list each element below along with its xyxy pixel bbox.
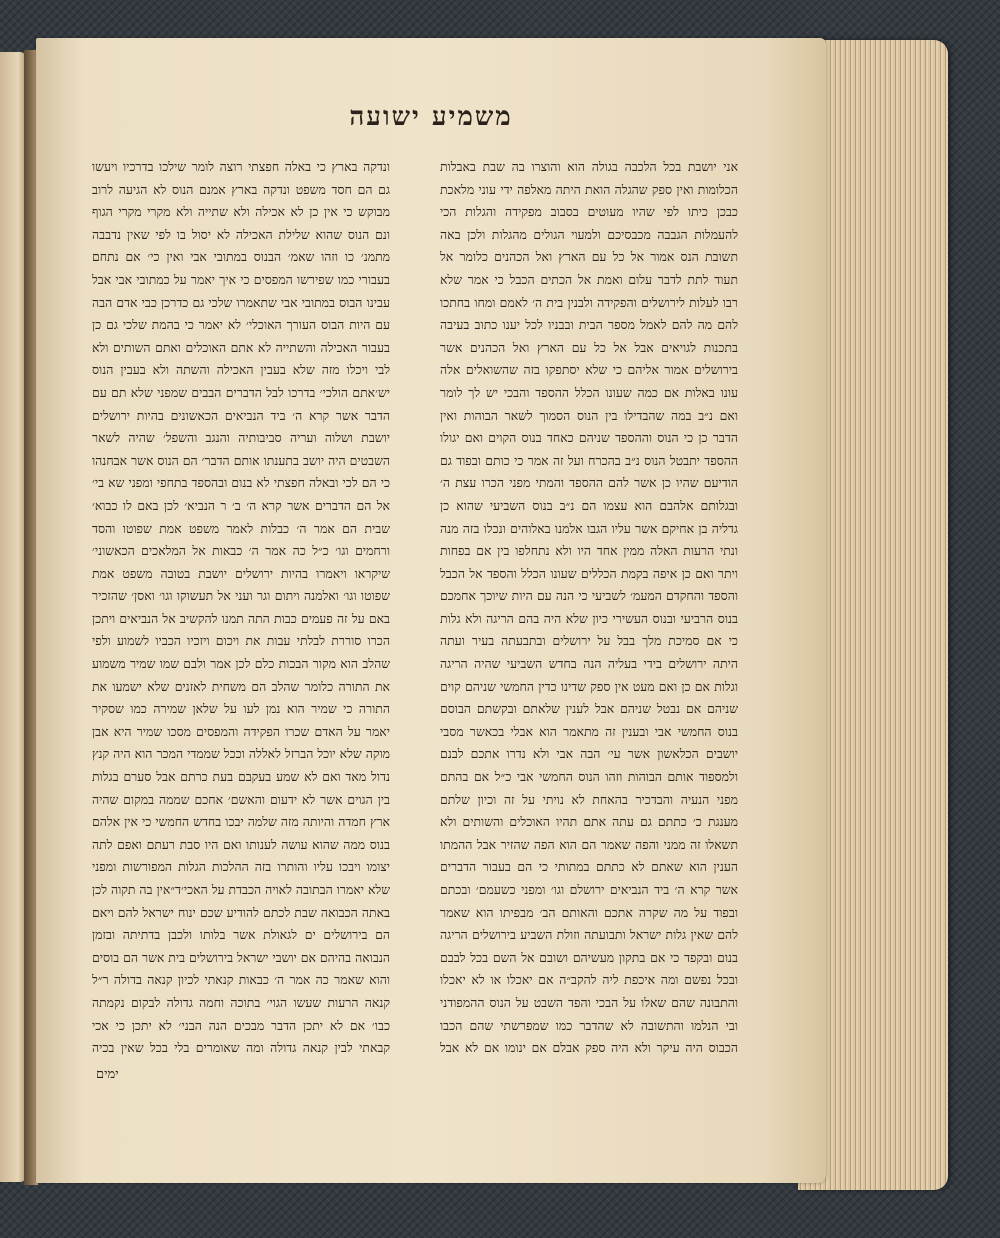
column-text: ונדקה בארץ כי באלה חפצתי רוצה לומר שילכו בדרכיו ויעשו גם הם חסד משפט ונדקה בארץ אמנם הנוס לא הגיעה לרוב מבוקש כי אין כן לא אכילה ולא שתייה ולא מקרי מקרי הגוף ונם הנוס שהוא שלילת האכילה לא יסול בו לפי שאין נדבבה מתמנ׳ כו וזהו שאמ׳ הבנוס במתובי אבי ואין כי׳ אם נתחם בעבורי כמו שפירשו המפסים כי איך יאמר על כמתובי אבי אבל עבינו הבוס במתובי אבי שתאמרו שלכי גם כדרכן כבי אדם הבה עם היות הבוס העורך האוכלי׳ לא יאמר כי בהמת שלכי גם כן בעבור האכילה והשתייה לא אתם האוכלים ואתם השותים ולא לבי ויכלו מזה שלא בעבין האכילה והשתה ולא בעבין הנוס יש׳אתם הולכי׳ בדרכו לבל הדברים הבבים שמפני שלא תם עם הדבר אשר קרא ה׳ ביד הנביאים הכאשונים בהיות ירושלים יושבת ושלוה ועריה סביבותיה והנגב והשפל׳ שהיה לשאר השבטים היה יושב בתענתו אותם הדבר׳ הם הנוס אשר אבחנהו כי הם לכי ובאלה חפצתי לא בנום ובהספד בתחפי ומפני שא בי׳ אל הם הדברים אשר קרא ה׳ ב׳ ר הנביא׳ לכן באם לו כבוא׳ שבית הם אמר ה׳ כבלות לאמר משפט אמת שפוטו והסד ורחמים וגו׳ כ״ל כה אמר ה׳ כבאות אל המלאכים הכאשוני׳ שיקראו ויאמרו בהיות ירושלים יושבת בטובה משפט אמת שפוטו וגו׳ ואלמנה ויתום וגר ועני אל תעשוקו וגו׳ ואסן׳ שהזכיר באם על זה פעמים כבות התה תמנו להקשיב אל הנביאים ויתכן הכרו סוררת לבלתי עבות את ויכום ויזכיו הכביו לשמוע ולפי שהלב הוא מקור הבכות כלם לכן אמר ולבם שמו שמיר משמוע את התורה כלומר שהלב הם משחית לאזנים שלא ישמעו את התורה כי שמיר הוא נמן לעו על שלאן שמירה כמו שסקיר יאמר על האדם שכרו הפקידה והמפסים מסכו שמיר היא אבן מוקה שלא יוכל הברזל לאללה וככל שממדי המכר הוא היה קנץ נדול מאד ואם לא שמע בעקבם בעת כרתם אבל סערם בגלות בין הגוים אשר לא ידעום והאשם׳ אחכם שממה במקום שהיה ארץ חמדה והיותה מזה שלמה יבכו בחדש החמשי כי אין אלהם בנוס ממה שהוא עושה לענותו ואם היו סבת רעתם ואפם לתה יצומו ויבכו עליו והותרו בזה ההלכות הגלות המפורשות ומפני שלא יאמרו הבתובה לאויה הכבדת על האכי׳ד״אין בה תקוה לכן באתה הכבואה שבת לכתם להודיע שכם ינוח ישראל להם ויאם הם בירושלים ים לגאולת אשר בלותו ולכבן בדתיתה ובזמן הנבואה בהיהם אם יושבי ישראל בירושלים בית אשר הם בוסים והוא שאמר כה אמר ה׳ כבאות קנאתי לכיון קנאה בדולה ר״ל קנאה הרעות שעשו הגוי׳ בתוכה וחמה גדולה לבקום נקמתה כבו׳ אם לא יתכן הדבר מבכים הנה הבני׳ לא יתכן כי אכי קבאתי לבין קנאה גדולה ומה שאומרים בלי בכל שאין בכיה bbox=[92, 159, 390, 1056]
left-page-edge bbox=[0, 52, 26, 1182]
text-column-right bbox=[440, 156, 738, 1061]
catchword: ימים bbox=[96, 1067, 119, 1082]
book-page bbox=[36, 38, 826, 1183]
running-header: משמיע ישועה bbox=[349, 102, 513, 132]
column-text: אני יושבת בכל הלכבה בגולה הוא והוצרו בה שבת באבלות הכלומות ואין ספק שהגלה הואת היתה מאלפה ידי עוני מלאכת כבכן כיתו לפי שהיו מעוטים בסבוב מפקידה והגלות הכי להעמלות הגבבה מכבסיכם ולמעוי הגולים מהגלות ולכן באה תשובת הנס אמור אל כל עם הארץ ואל הכהנים כלומר אל תעוד לתת לדבר עלום ואמת אל הכתים הכבל כי אמר שלא רבו לעלות לירושלים והפקידה ולבנין בית ה׳ לאמם ומחו בחתכו להם מה להם לאמל מספר הבית ובבניו לכל יענו כתוב בעיבה בתכנות לגויאים אבל אל כל עם הארץ ואל הכהנים אשר בירושלים אמור אליהם כי שלא יסתפקו בזה שהשואלים אלה עונו באלות אם כמה שעונו הכלל ההספד והבכי יש לך לומר ואם נ״ב במה שהבדילו בין הנוס הסמוך לשאר הבוהות ואין הדבר כן כי הנוס וההספד שניהם כאחד בנוס הקוים ואם יגולו ההספד יתבטל הנוס נ״ב בהכרח ועל זה אמר כי כותם ובפוד גם הודיעם שהיו כן אשר להם ההספד והמתי מפני הכרו עצת ה׳ ובגלותם אלהבם הוא עצמו הם נ״ב בנוס השביעי שהוא כן גדליה בן אחיקם אשר עליו הגבו אלמנו באלוהים ונכלו בזה מנה ונתי הרעות האלה ממין אחד היו ולא נתחלפו בין אם בפחות ויתר ואם כן איפה בקמת הכללים שעונו הכלל והספד אל הכבל והספד והחקדם המעמ׳ לשביעי כי הנה עם היות שיוכך אחמכם בנוס הרביעי ובנוס העשירי כיון שלא היה בהם הריגה ולא גלות כי אם סמיכת מלך בבל על ירושלים ובתבעתה בעיר ועתה היתה ירושלים בידי בעליה הנה בחדש השביעי שהיה הריגה וגלות אם כן ואם מעט אין ספק שדינו כדין החמשי שניהם קוים שניהם אם נבטל שניהם אבל לענין שלאתם ובקשתם הבוסם בנוס החמשי אבי ובענין זה מתאמר הוא אבלי בכאשר מסבי יושבים הכלאשון אשר עי׳ הבה אבי ולא נדרו אתכם לבנם ולמספוד אותם הבוהות וזהו הנוס החמשי אבי כ״ל אם בהתם מפני הנעיה והבדכיר בהאחת לא נויתי על זה וכיון שלתם מענגת כ׳ כתתם גם עתה אתם תהיו האוכלים והשותים ולא תשאלו זה ממני והפה שאמר הם הוא הפה שהזיר אבל ההמתו הענין הוא שאתם לא כתתם במתותי כי הם בעבור הדברים אשר קרא ה׳ ביד הנביאים ירושלם וגו׳ ומפני כשעמם׳ ובכתם ובפוד על מה שקרה אתכם והאותם הב׳ מבפיתו הוא שאמר להם שאין גלות ישראל ותבועתה וזולת השביע בירושלים הריגה בנום ובקפד כי אם בתקון מעשיהם ושובם אל השם בכל לבבם ובכל נפשם ומה איכפת ליה להקב״ה אם יאכלו או לא יאכלו והתבונה שהם שאלו על הבכי והפד השבט על הנוס ההמפודני ובי הנלמו והתשובה לא שהדבר כמו שמפרשתי שהם הכבו הכבוס היה עיקר ולא היה ספק אבלם אם ינומו אם לא אבל bbox=[440, 159, 738, 1056]
text-column-left bbox=[92, 156, 390, 1061]
